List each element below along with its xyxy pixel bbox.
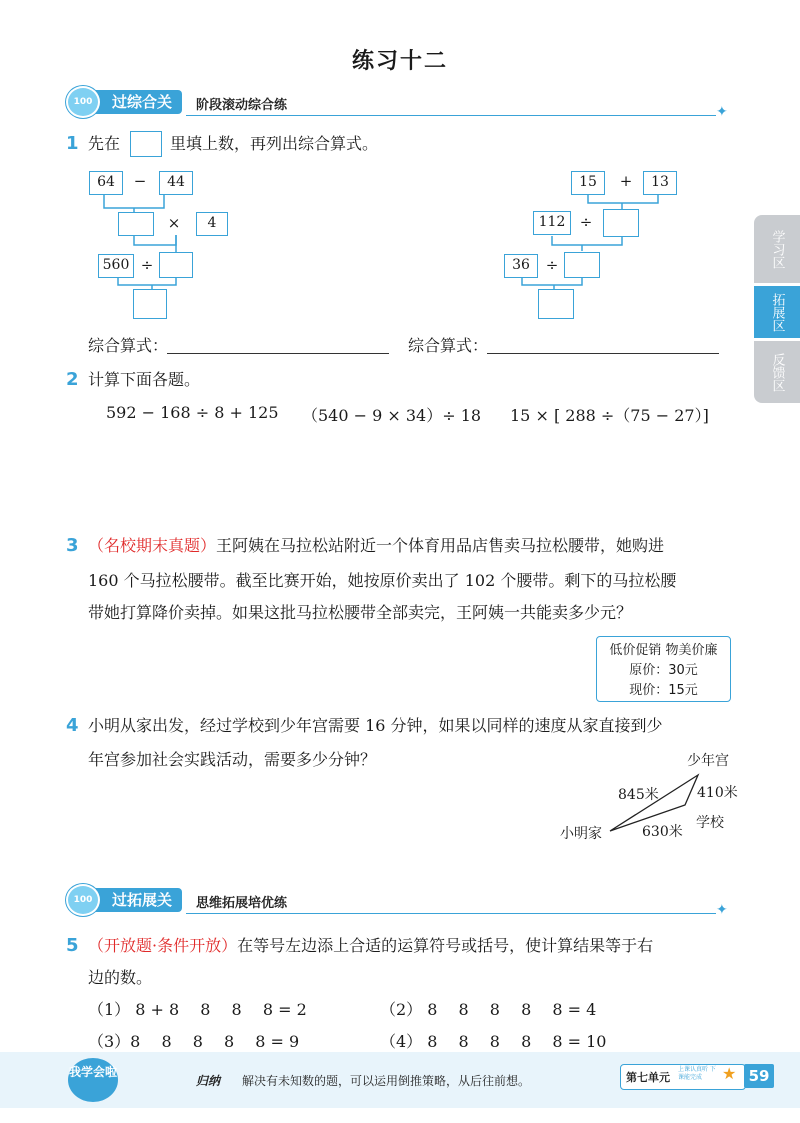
operator: − xyxy=(133,172,147,190)
tab-extend[interactable]: 拓展区 xyxy=(754,286,800,338)
question-number: 1 xyxy=(66,133,79,154)
tab-study[interactable]: 学习区 xyxy=(754,215,800,283)
blank-box[interactable] xyxy=(118,212,154,236)
expression: 15 × [ 288 ÷（75 − 27）] xyxy=(510,406,709,425)
formula-answer-line[interactable] xyxy=(167,353,389,354)
blank-box[interactable] xyxy=(603,209,639,237)
label-school: 学校 xyxy=(696,815,724,831)
q5-line2: 边的数。 xyxy=(88,968,153,987)
q1-text-after: 里填上数，再列出综合算式。 xyxy=(170,134,379,153)
question-number: 5 xyxy=(66,935,79,956)
expression: 592 − 168 ÷ 8 + 125 xyxy=(106,403,279,422)
footer-unit: 第七单元 xyxy=(626,1071,670,1084)
formula-label: 综合算式： xyxy=(408,336,489,355)
operator: ÷ xyxy=(579,213,593,231)
q1-text-before: 先在 xyxy=(88,134,121,153)
distance-label: 630米 xyxy=(642,824,683,840)
q3-line1 xyxy=(88,530,738,562)
section-badge-comprehensive: 过综合关 xyxy=(80,90,182,114)
section-subtitle: 思维拓展培优练 xyxy=(196,896,288,911)
formula-label: 综合算式： xyxy=(88,336,169,355)
page-number: 59 xyxy=(744,1064,774,1088)
q4-line2: 年宫参加社会实践活动，需要多少分钟？ xyxy=(88,750,377,769)
q3-line1-text: 王阿姨在马拉松站附近一个体育用品店售卖马拉松腰带，她购进 xyxy=(216,536,665,555)
footer-small: 上课认真听 下课能完成 xyxy=(678,1066,716,1081)
section-divider xyxy=(186,913,716,914)
footer-logo: 我学会啦 xyxy=(68,1058,118,1102)
question-number: 2 xyxy=(66,369,79,390)
number-box: 112 xyxy=(533,211,571,235)
q5-item-3: （3）8 8 8 8 8 = 9 xyxy=(88,1032,300,1051)
star-icon: ✦ xyxy=(716,104,728,120)
operator: × xyxy=(167,214,181,232)
q5-item-1: （1） 8 + 8 8 8 8 = 2 xyxy=(88,1000,307,1019)
number-box: 560 xyxy=(98,254,134,278)
number-box: 13 xyxy=(643,171,677,195)
sign-original-price: 原价：30元 xyxy=(629,663,698,678)
q2-text: 计算下面各题。 xyxy=(88,370,201,389)
question-number: 4 xyxy=(66,715,79,736)
q4-line1: 小明从家出发，经过学校到少年宫需要 16 分钟，如果以同样的速度从家直接到少 xyxy=(88,716,663,735)
q5-tag: （开放题·条件开放） xyxy=(88,936,238,955)
question-number: 3 xyxy=(66,535,79,556)
section-subtitle: 阶段滚动综合练 xyxy=(196,98,288,113)
blank-box[interactable] xyxy=(564,252,600,278)
number-box: 64 xyxy=(89,171,123,195)
formula-answer-line[interactable] xyxy=(487,353,719,354)
number-box: 4 xyxy=(196,212,228,236)
star-mascot-icon: ★ xyxy=(722,1064,737,1083)
number-box: 15 xyxy=(571,171,605,195)
q3-tag: （名校期末真题） xyxy=(88,536,217,555)
price-sign xyxy=(596,636,731,702)
tab-feedback[interactable]: 反馈区 xyxy=(754,341,800,403)
blank-box[interactable] xyxy=(538,289,574,319)
footer-label: 归纳 xyxy=(196,1074,221,1088)
q5-item-2: （2） 8 8 8 8 8 = 4 xyxy=(380,1000,597,1019)
page-title: 练习十二 xyxy=(351,49,448,74)
blank-box[interactable] xyxy=(133,289,167,319)
operator: ÷ xyxy=(140,256,154,274)
distance-label: 410米 xyxy=(697,785,738,801)
label-youth-palace: 少年宫 xyxy=(687,753,729,769)
q5-line1-text: 在等号左边添上合适的运算符号或括号，使计算结果等于右 xyxy=(237,936,654,955)
q5-line1 xyxy=(88,930,748,962)
q3-line2: 160 个马拉松腰带。截至比赛开始，她按原价卖出了 102 个腰带。剩下的马拉松腰 xyxy=(88,571,677,590)
mascot-icon: 100 xyxy=(66,884,100,916)
number-box: 36 xyxy=(504,254,538,278)
expression: （540 − 9 × 34）÷ 18 xyxy=(302,406,482,425)
blank-box-sample xyxy=(130,131,162,157)
label-home: 小明家 xyxy=(560,826,602,842)
operator: + xyxy=(619,172,633,190)
section-divider xyxy=(186,115,716,116)
blank-box[interactable] xyxy=(159,252,193,278)
star-icon: ✦ xyxy=(716,902,728,918)
mascot-icon: 100 xyxy=(66,86,100,118)
sign-title: 低价促销 物美价廉 xyxy=(609,643,718,658)
q5-item-4: （4） 8 8 8 8 8 = 10 xyxy=(380,1032,607,1051)
sign-current-price: 现价：15元 xyxy=(629,683,698,698)
operator: ÷ xyxy=(545,256,559,274)
q3-line3: 带她打算降价卖掉。如果这批马拉松腰带全部卖完，王阿姨一共能卖多少元？ xyxy=(88,603,633,622)
footer-tip: 解决有未知数的题，可以运用倒推策略，从后往前想。 xyxy=(242,1074,531,1088)
number-box: 44 xyxy=(159,171,193,195)
distance-label: 845米 xyxy=(618,787,659,803)
section-badge-extension: 过拓展关 xyxy=(80,888,182,912)
